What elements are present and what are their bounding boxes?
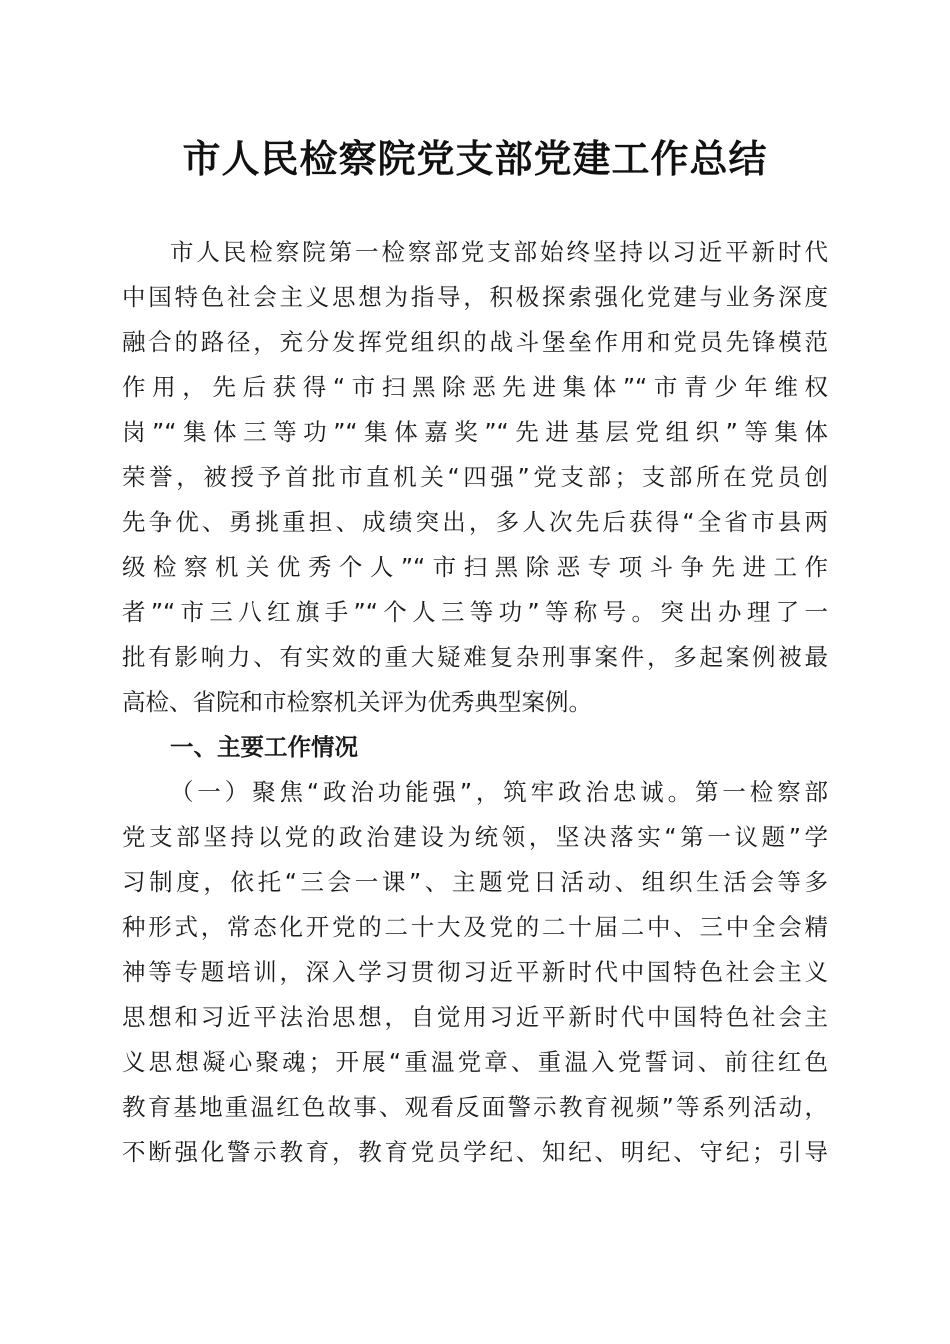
paragraph-line: 高检、省院和市检察机关评为优秀典型案例。 [122,688,592,716]
paragraph-line: 神等专题培训，深入学习贯彻习近平新时代中国特色社会主义 [122,958,828,986]
paragraph-line: 党支部坚持以党的政治建设为统领，坚决落实“第一议题”学 [122,823,828,851]
document-title: 市人民检察院党支部党建工作总结 [182,136,768,181]
paragraph-line: 种形式，常态化开党的二十大及党的二十届二中、三中全会精 [122,913,828,941]
paragraph-line: （一）聚焦“政治功能强”，筑牢政治忠诚。第一检察部 [170,778,828,806]
section-heading: 一、主要工作情况 [170,733,358,761]
paragraph-line: 义思想凝心聚魂；开展“重温党章、重温入党誓词、前往红色 [122,1048,828,1076]
paragraph-line: 批有影响力、有实效的重大疑难复杂刑事案件，多起案例被最 [122,643,828,671]
paragraph-line: 市人民检察院第一检察部党支部始终坚持以习近平新时代 [170,238,828,266]
paragraph-line: 教育基地重温红色故事、观看反面警示教育视频”等系列活动， [122,1093,828,1121]
paragraph-line: 习制度，依托“三会一课”、主题党日活动、组织生活会等多 [122,868,828,896]
paragraph-line: 作用，先后获得“市扫黑除恶先进集体”“市青少年维权 [122,373,828,401]
paragraph-line: 者”“市三八红旗手”“个人三等功”等称号。突出办理了一 [122,598,828,626]
paragraph-line: 先争优、勇挑重担、成绩突出，多人次先后获得“全省市县两 [122,508,828,536]
paragraph-line: 中国特色社会主义思想为指导，积极探索强化党建与业务深度 [122,283,828,311]
paragraph-line: 思想和习近平法治思想，自觉用习近平新时代中国特色社会主 [122,1003,828,1031]
paragraph-line: 不断强化警示教育，教育党员学纪、知纪、明纪、守纪；引导 [122,1138,828,1166]
paragraph-line: 级检察机关优秀个人”“市扫黑除恶专项斗争先进工作 [122,553,828,581]
paragraph-line: 岗”“集体三等功”“集体嘉奖”“先进基层党组织”等集体 [122,418,828,446]
paragraph-line: 融合的路径，充分发挥党组织的战斗堡垒作用和党员先锋模范 [122,328,828,356]
paragraph-line: 荣誉，被授予首批市直机关“四强”党支部；支部所在党员创 [122,463,828,491]
